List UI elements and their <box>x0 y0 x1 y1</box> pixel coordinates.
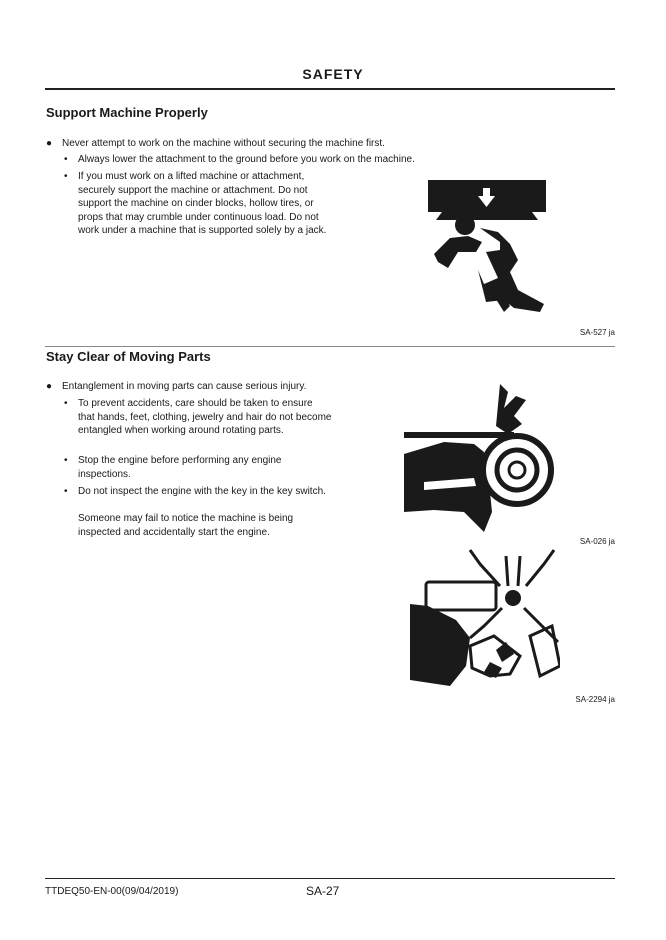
sub-bullet-dot: • <box>64 455 68 466</box>
section-title-moving-parts: Stay Clear of Moving Parts <box>46 349 211 364</box>
list-item <box>64 170 336 238</box>
bullet-dot: ● <box>46 138 53 149</box>
list-item <box>64 485 332 499</box>
list-item <box>64 153 478 167</box>
bullet-text: Never attempt to work on the machine without securing the machine first. <box>62 138 385 149</box>
figure-caption: SA-527 ja <box>579 328 615 337</box>
figure-caption: SA-2294 ja <box>575 695 615 704</box>
sub-bullet-dot: • <box>64 486 68 497</box>
sub-bullet-dot: • <box>64 398 68 409</box>
belt-entanglement-icon <box>404 382 554 532</box>
page-header-title: SAFETY <box>302 66 364 82</box>
bullet-text: Entanglement in moving parts can cause serious injury. <box>62 381 307 392</box>
sub-bullet-text: Always lower the attachment to the ground before you work on the machine. <box>78 154 415 165</box>
sub-bullet-text: To prevent accidents, care should be taken to ensure that hands, feet, clothing, jewelry and hair do not become entangled when working around rotating parts. <box>78 398 332 436</box>
list-item <box>64 397 332 438</box>
footer-page-number: SA-27 <box>306 884 340 898</box>
sub-bullet-text: Someone may fail to notice the machine is being inspected and accidentally start the engine. <box>78 513 294 538</box>
figure-caption: SA-026 ja <box>579 537 615 546</box>
list-item-continuation <box>78 512 332 539</box>
sub-bullet-text: Do not inspect the engine with the key in the key switch. <box>78 486 326 497</box>
list-item <box>46 380 462 394</box>
section-title-support-machine: Support Machine Properly <box>46 105 208 120</box>
sub-bullet-text: If you must work on a lifted machine or attachment, securely support the machine or attachment. Do not support the machine on cinder blocks, hollow tires, or props that may crumble under continuous load. Do not work under a machine that is supported solely by a jack. <box>78 171 327 236</box>
list-item <box>64 454 332 481</box>
list-item <box>46 137 482 151</box>
sub-bullet-dot: • <box>64 154 68 165</box>
sub-bullet-dot: • <box>64 171 68 182</box>
section-divider <box>45 346 615 347</box>
crush-hazard-icon <box>428 180 546 315</box>
footer-rule <box>45 878 615 879</box>
fan-entanglement-icon <box>410 546 560 688</box>
bullet-dot: ● <box>46 381 53 392</box>
header-rule <box>45 88 615 90</box>
sub-bullet-text: Stop the engine before performing any engine inspections. <box>78 455 282 480</box>
footer-document-code: TTDEQ50-EN-00(09/04/2019) <box>45 886 179 897</box>
